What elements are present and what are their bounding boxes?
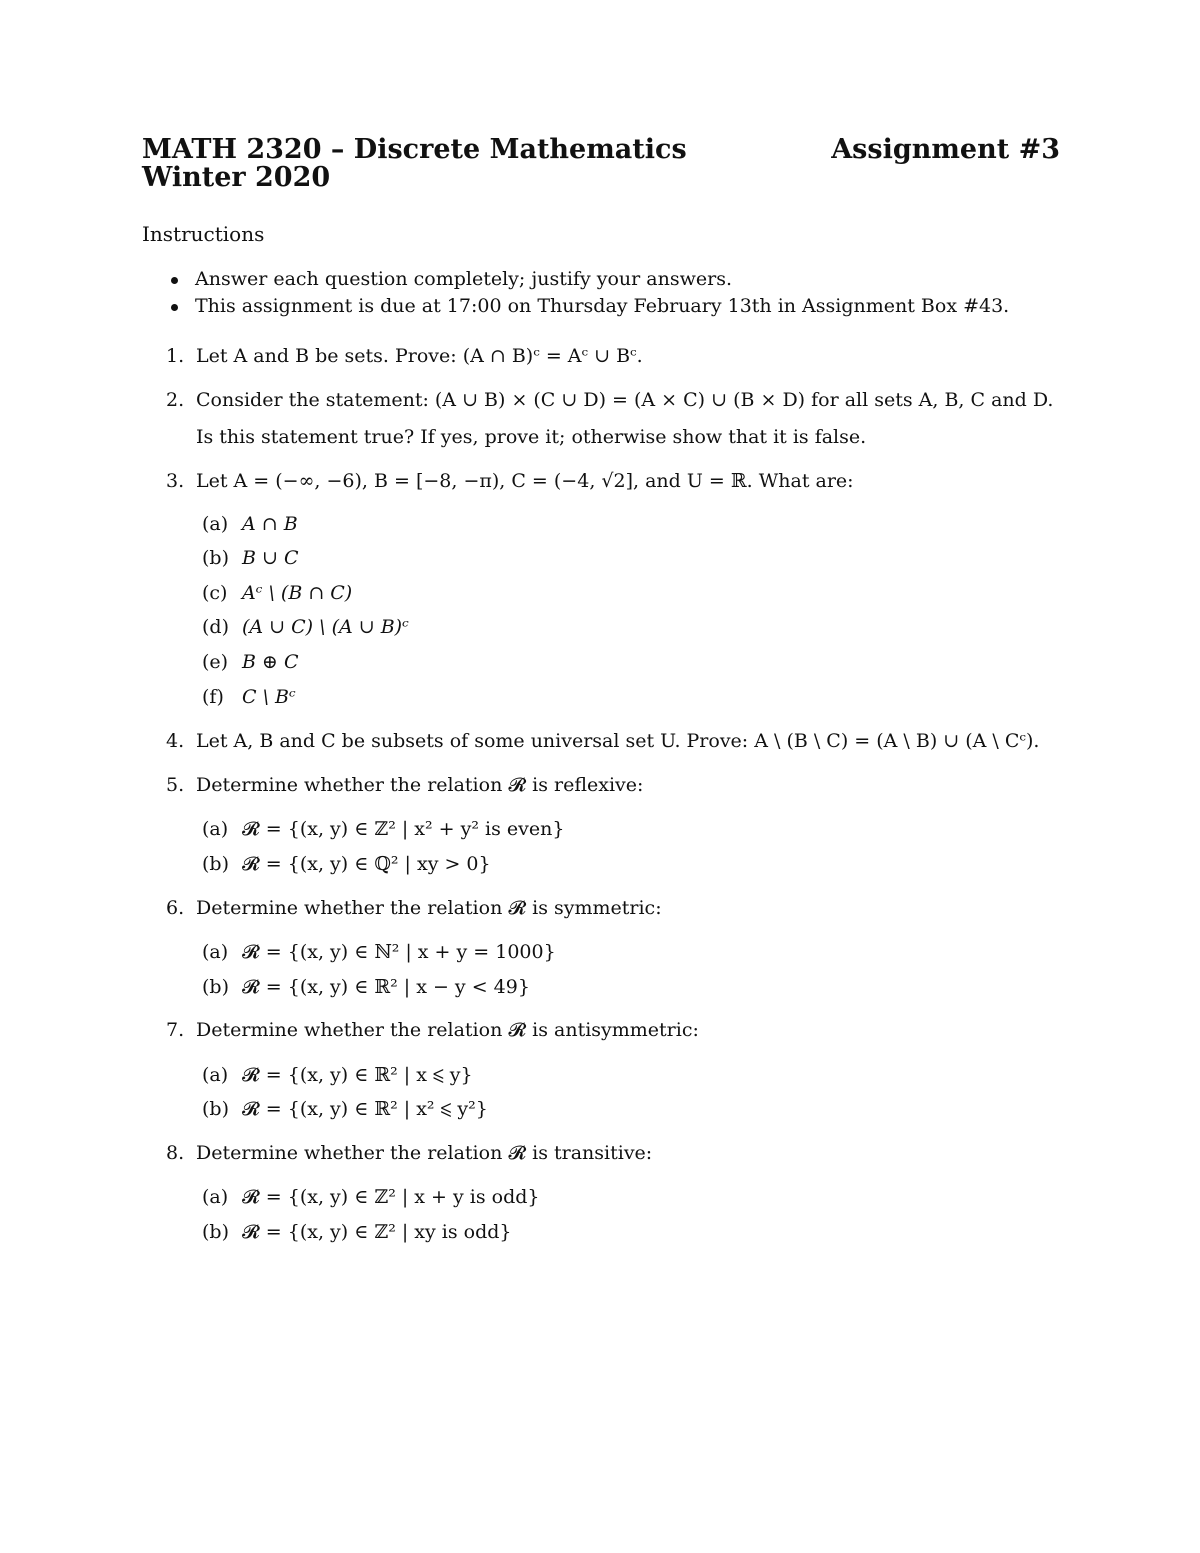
subpart-text: A ∩ B — [242, 513, 298, 535]
subpart-label: (b) — [202, 853, 229, 875]
subpart-8a — [202, 1185, 540, 1209]
subpart-5b — [202, 852, 491, 876]
subpart-text: 𝓡 = {(x, y) ∈ ℚ² | xy > 0} — [242, 853, 491, 875]
question-text: Let A and B be sets. Prove: (A ∩ B)ᶜ = Aᶜ ∪ Bᶜ. — [196, 345, 643, 367]
question-number: 3. — [166, 470, 185, 492]
question-text: Determine whether the relation 𝓡 is transitive: — [196, 1142, 653, 1164]
question-text: Determine whether the relation 𝓡 is symmetric: — [196, 897, 662, 919]
subpart-3d — [202, 615, 409, 639]
course-title: MATH 2320 – Discrete Mathematics — [142, 134, 687, 165]
term-label: Winter 2020 — [142, 162, 331, 193]
subpart-3a — [202, 512, 298, 536]
question-3 — [166, 469, 854, 493]
instructions-heading: Instructions — [142, 222, 265, 246]
question-text: Let A, B and C be subsets of some universal set U. Prove: A \ (B \ C) = (A \ B) ∪ (A \ Cᶜ). — [196, 730, 1040, 752]
question-number: 4. — [166, 730, 185, 752]
subpart-label: (f) — [202, 686, 224, 708]
question-text: Consider the statement: (A ∪ B) × (C ∪ D) = (A × C) ∪ (B × D) for all sets A, B, C and D. — [196, 389, 1054, 411]
document-header — [142, 136, 1060, 192]
subpart-3b — [202, 546, 299, 570]
subpart-8b — [202, 1220, 512, 1244]
assignment-title: Assignment #3 — [831, 134, 1060, 165]
subpart-text: B ∪ C — [242, 547, 299, 569]
question-1 — [166, 344, 643, 368]
subpart-text: (A ∪ C) \ (A ∪ B)ᶜ — [242, 616, 409, 638]
subpart-5a — [202, 817, 564, 841]
subpart-label: (a) — [202, 1064, 229, 1086]
subpart-3f — [202, 685, 296, 709]
subpart-label: (e) — [202, 651, 229, 673]
subpart-7a — [202, 1063, 473, 1087]
subpart-3c — [202, 581, 352, 605]
question-number: 1. — [166, 345, 185, 367]
instruction-item: Answer each question completely; justify your answers. — [170, 266, 1009, 293]
question-2 — [166, 388, 1053, 412]
subpart-6a — [202, 940, 556, 964]
question-number: 5. — [166, 774, 185, 796]
question-4 — [166, 729, 1039, 753]
subpart-7b — [202, 1097, 488, 1121]
subpart-label: (d) — [202, 616, 229, 638]
question-5 — [166, 773, 643, 797]
subpart-label: (c) — [202, 582, 228, 604]
subpart-text: 𝓡 = {(x, y) ∈ ℤ² | xy is odd} — [242, 1221, 512, 1243]
question-2-followup: Is this statement true? If yes, prove it; otherwise show that it is false. — [196, 426, 867, 448]
subpart-text: 𝓡 = {(x, y) ∈ ℕ² | x + y = 1000} — [242, 941, 556, 963]
subpart-label: (b) — [202, 1221, 229, 1243]
subpart-text: 𝓡 = {(x, y) ∈ ℝ² | x² ⩽ y²} — [242, 1098, 488, 1120]
question-8 — [166, 1141, 652, 1165]
subpart-label: (a) — [202, 513, 229, 535]
question-7 — [166, 1018, 699, 1042]
subpart-label: (b) — [202, 547, 229, 569]
subpart-label: (a) — [202, 818, 229, 840]
subpart-label: (b) — [202, 1098, 229, 1120]
subpart-6b — [202, 975, 530, 999]
subpart-text: B ⊕ C — [242, 651, 299, 673]
subpart-text: 𝓡 = {(x, y) ∈ ℤ² | x + y is odd} — [242, 1186, 540, 1208]
question-text: Determine whether the relation 𝓡 is reflexive: — [196, 774, 644, 796]
question-number: 7. — [166, 1019, 185, 1041]
subpart-text: 𝓡 = {(x, y) ∈ ℤ² | x² + y² is even} — [242, 818, 565, 840]
subpart-3e — [202, 650, 299, 674]
question-number: 8. — [166, 1142, 185, 1164]
question-text: Determine whether the relation 𝓡 is antisymmetric: — [196, 1019, 699, 1041]
question-text: Let A = (−∞, −6), B = [−8, −π), C = (−4, √2], and U = ℝ. What are: — [196, 470, 854, 492]
instruction-item: This assignment is due at 17:00 on Thursday February 13th in Assignment Box #43. — [170, 293, 1009, 320]
question-number: 2. — [166, 389, 185, 411]
subpart-text: C \ Bᶜ — [242, 686, 296, 708]
subpart-label: (a) — [202, 1186, 229, 1208]
subpart-text: 𝓡 = {(x, y) ∈ ℝ² | x ⩽ y} — [242, 1064, 473, 1086]
instructions-list — [170, 266, 1009, 320]
subpart-text: Aᶜ \ (B ∩ C) — [242, 582, 353, 604]
subpart-label: (b) — [202, 976, 229, 998]
question-number: 6. — [166, 897, 185, 919]
question-6 — [166, 896, 662, 920]
subpart-label: (a) — [202, 941, 229, 963]
subpart-text: 𝓡 = {(x, y) ∈ ℝ² | x − y < 49} — [242, 976, 530, 998]
